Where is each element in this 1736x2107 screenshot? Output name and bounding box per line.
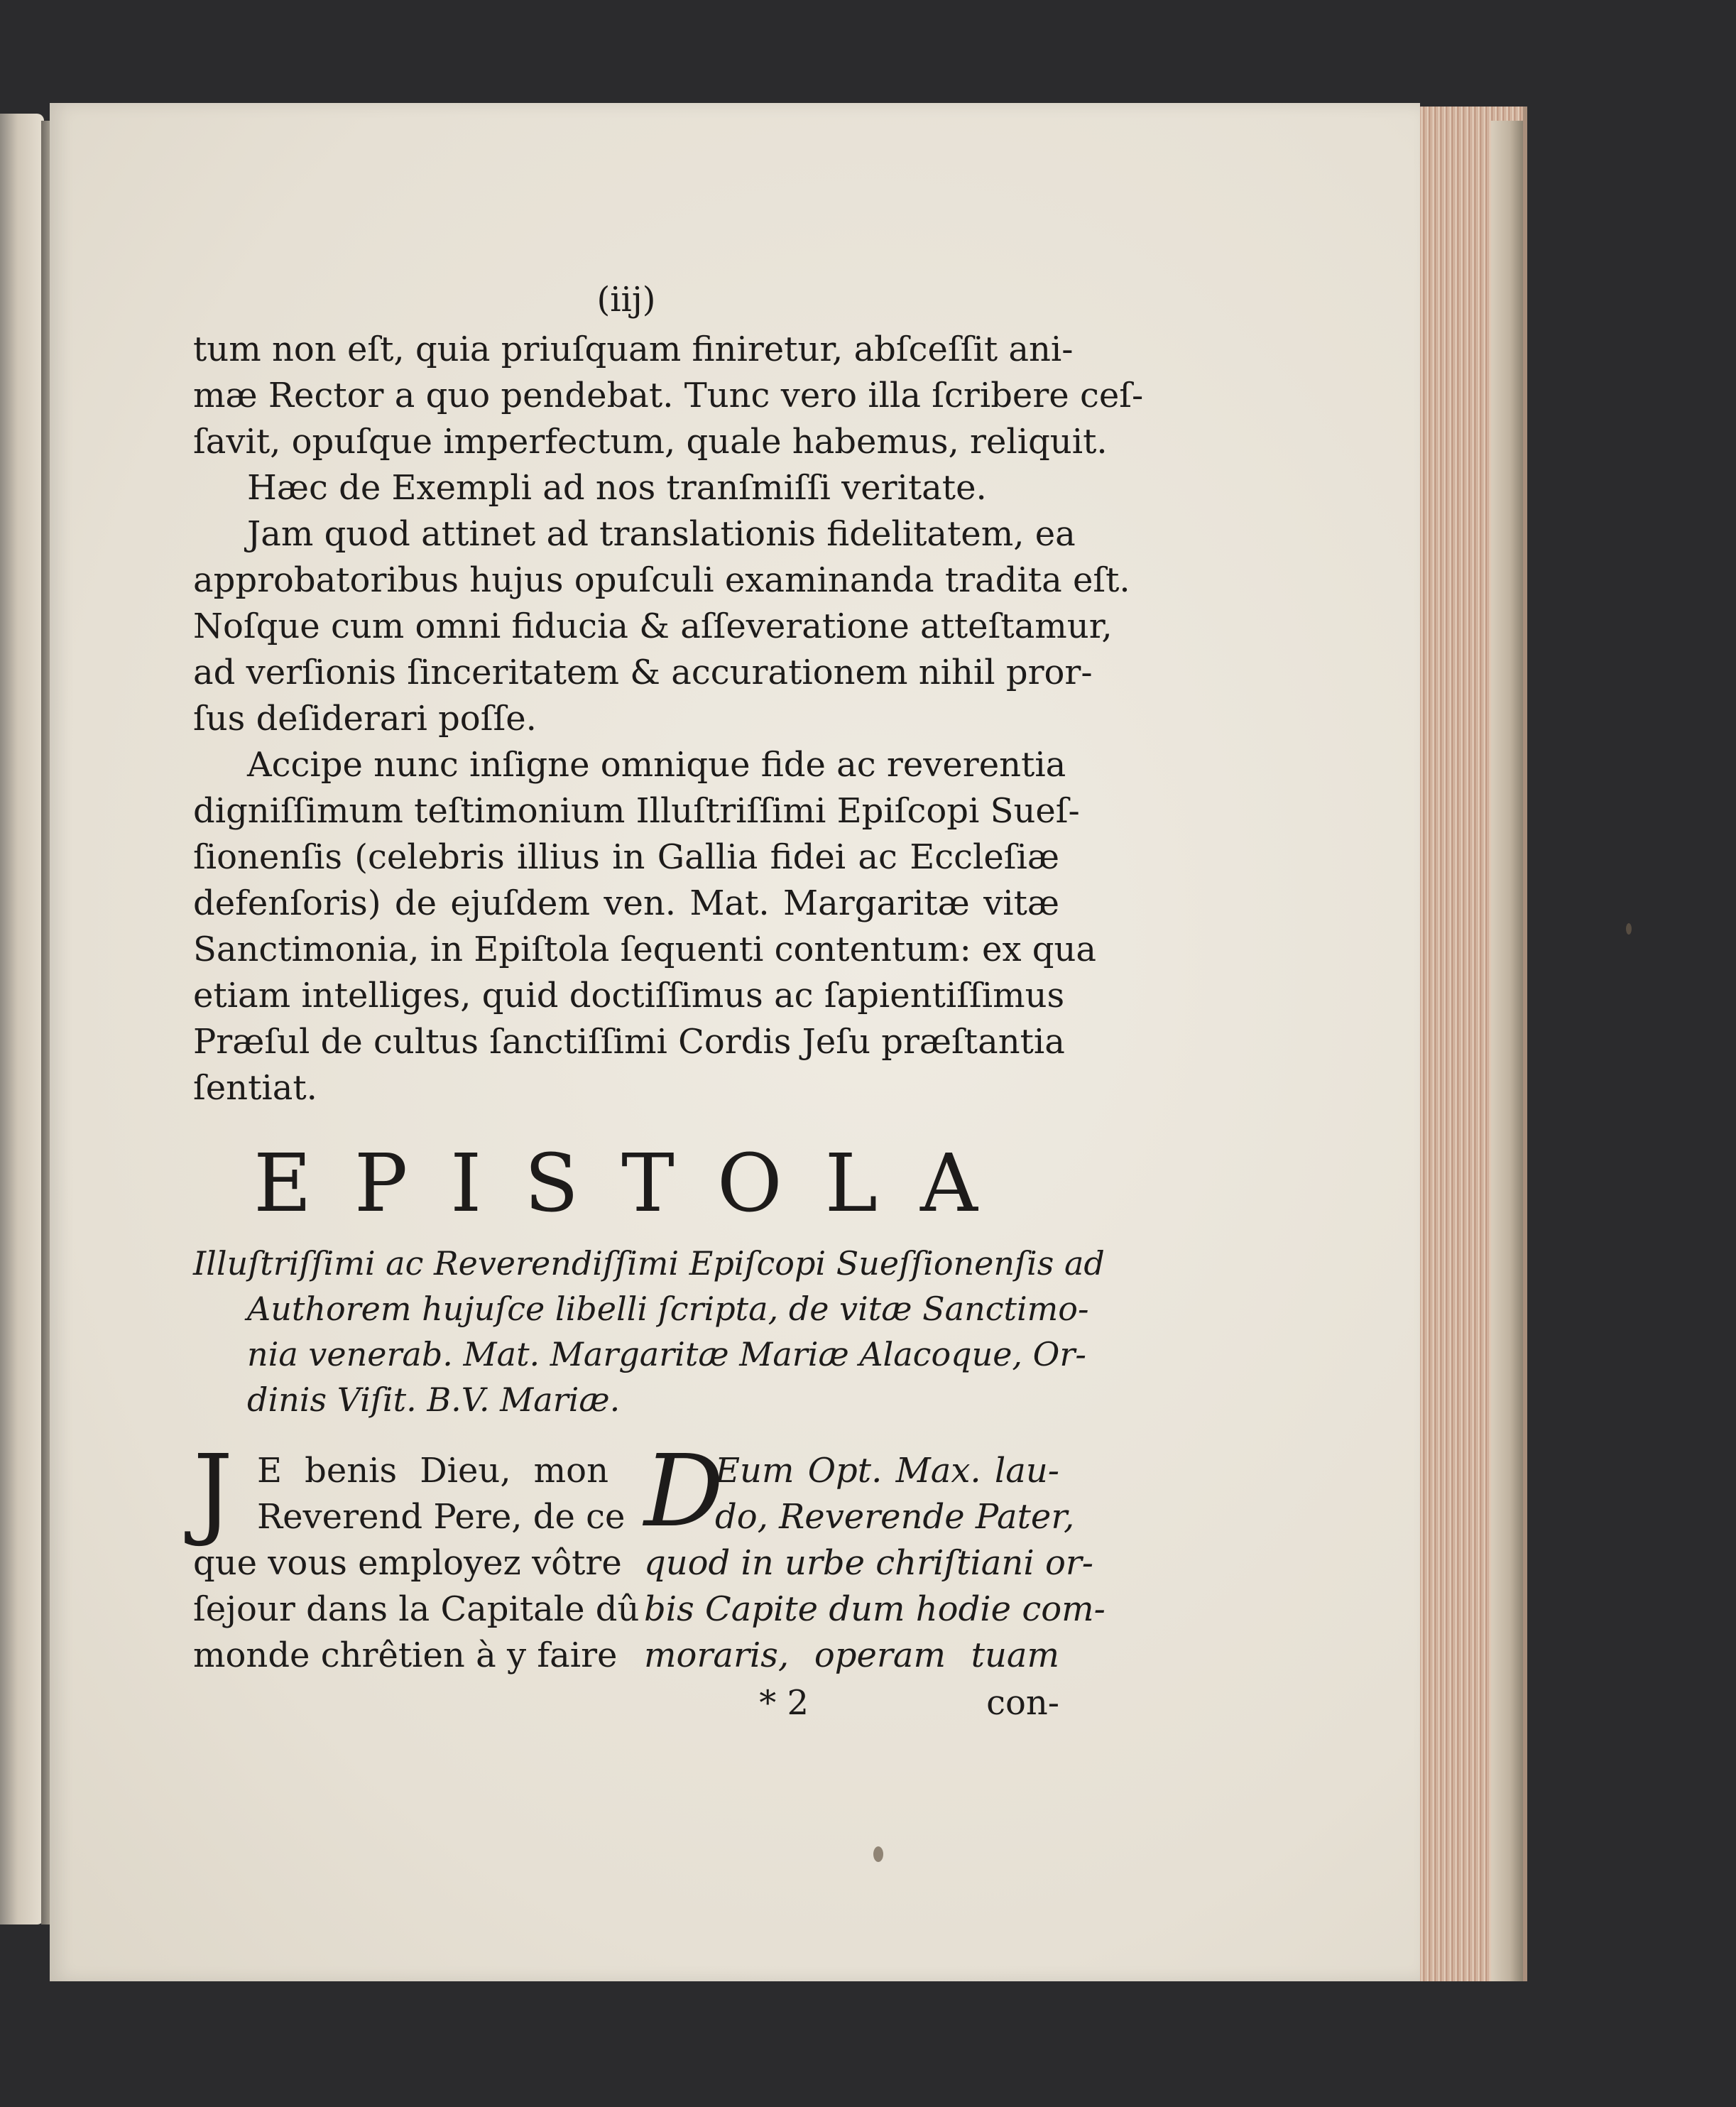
text-line: Jam quod attinet ad translationis fidelitatem, ea: [247, 514, 1076, 554]
text-line: mæ Rector a quo pendebat. Tunc vero illa ſcribere ceſ-: [193, 376, 1144, 415]
text-line: Accipe nunc inſigne omnique fide ac reverentia: [247, 745, 1066, 785]
epistola-heading: EPISTOLA: [253, 1138, 1020, 1230]
left-page-edge: [0, 114, 44, 1924]
ink-stain: [1626, 923, 1632, 935]
text-line: digniſſimum teſtimonium Illuſtriſſimi Epiſcopi Sueſ-: [193, 791, 1080, 831]
latin-column: [644, 1434, 1106, 1679]
signature-mark: * 2: [759, 1683, 809, 1723]
text-line: Hæc de Exempli ad nos tranſmiſſi veritate.: [247, 468, 987, 508]
text-line: Noſque cum omni fiducia & aſſeveratione atteſtamur,: [193, 606, 1113, 646]
cover-edge: [1491, 121, 1523, 1981]
text-line: Sanctimonia, in Epiſtola ſequenti contentum: ex qua: [193, 930, 1097, 969]
column-line: que vous employez vôtre: [193, 1543, 622, 1583]
page-text: [193, 278, 1144, 1726]
subtitle-line: dinis Viſit. B.V. Mariæ.: [247, 1381, 621, 1419]
text-line: tum non eſt, quia priuſquam finiretur, abſceſſit ani-: [193, 330, 1074, 369]
paragraph-2: [193, 465, 1059, 511]
column-line: E benis Dieu, mon: [257, 1451, 608, 1491]
text-line: ſavit, opuſque imperfectum, quale habemus, reliquit.: [193, 422, 1108, 462]
column-line: Reverend Pere, de ce: [257, 1497, 626, 1537]
column-line: Eum Opt. Max. lau-: [715, 1451, 1059, 1491]
paragraph-3: [193, 511, 1130, 742]
column-line: quod in urbe chriſtiani or-: [644, 1543, 1093, 1583]
subtitle-line: nia venerab. Mat. Margaritæ Mariæ Alacoque, Or-: [247, 1335, 1086, 1373]
text-line: ad verſionis ſinceritatem & accurationem nihil pror-: [193, 653, 1093, 692]
text-line: etiam intelliges, quid doctiſſimus ac ſapientiſſimus: [193, 976, 1065, 1016]
column-line: bis Capite dum hodie com-: [644, 1589, 1106, 1629]
text-line: Præſul de cultus ſanctiſſimi Cordis Jeſu præſtantia: [193, 1022, 1065, 1062]
ink-stain: [873, 1846, 883, 1862]
text-line: defenſoris) de ejuſdem ven. Mat. Margaritæ vitæ: [193, 883, 1059, 923]
text-line: ſionenſis (celebris illius in Gallia fidei ac Eccleſiæ: [193, 837, 1059, 877]
text-line: ſus deſiderari poſſe.: [193, 699, 537, 739]
subtitle-line: Illuſtriſſimi ac Reverendiſſimi Epiſcopi Sueſſionenſis ad: [193, 1244, 1105, 1283]
paragraph-1: [193, 327, 1144, 465]
french-column: [193, 1434, 640, 1679]
catchword: con-: [986, 1683, 1059, 1723]
epistola-subtitle: [193, 1241, 1105, 1422]
column-line: ſejour dans la Capitale dû: [193, 1589, 640, 1629]
column-line: monde chrêtien à y faire: [193, 1635, 618, 1675]
drop-cap: D: [644, 1434, 724, 1550]
subtitle-line: Authorem hujuſce libelli ſcripta, de vitæ Sanctimo-: [247, 1290, 1089, 1328]
column-line: do, Reverende Pater,: [715, 1497, 1075, 1537]
column-line: moraris, operam tuam: [644, 1635, 1059, 1675]
page-footer: [193, 1680, 1059, 1726]
two-column-text: [193, 1434, 1106, 1679]
drop-cap: J: [193, 1434, 234, 1550]
paragraph-4: [193, 742, 1097, 1111]
text-line: approbatoribus hujus opuſculi examinanda tradita eſt.: [193, 560, 1130, 600]
text-line: ſentiat.: [193, 1068, 317, 1108]
page-number: (iij): [596, 280, 656, 320]
